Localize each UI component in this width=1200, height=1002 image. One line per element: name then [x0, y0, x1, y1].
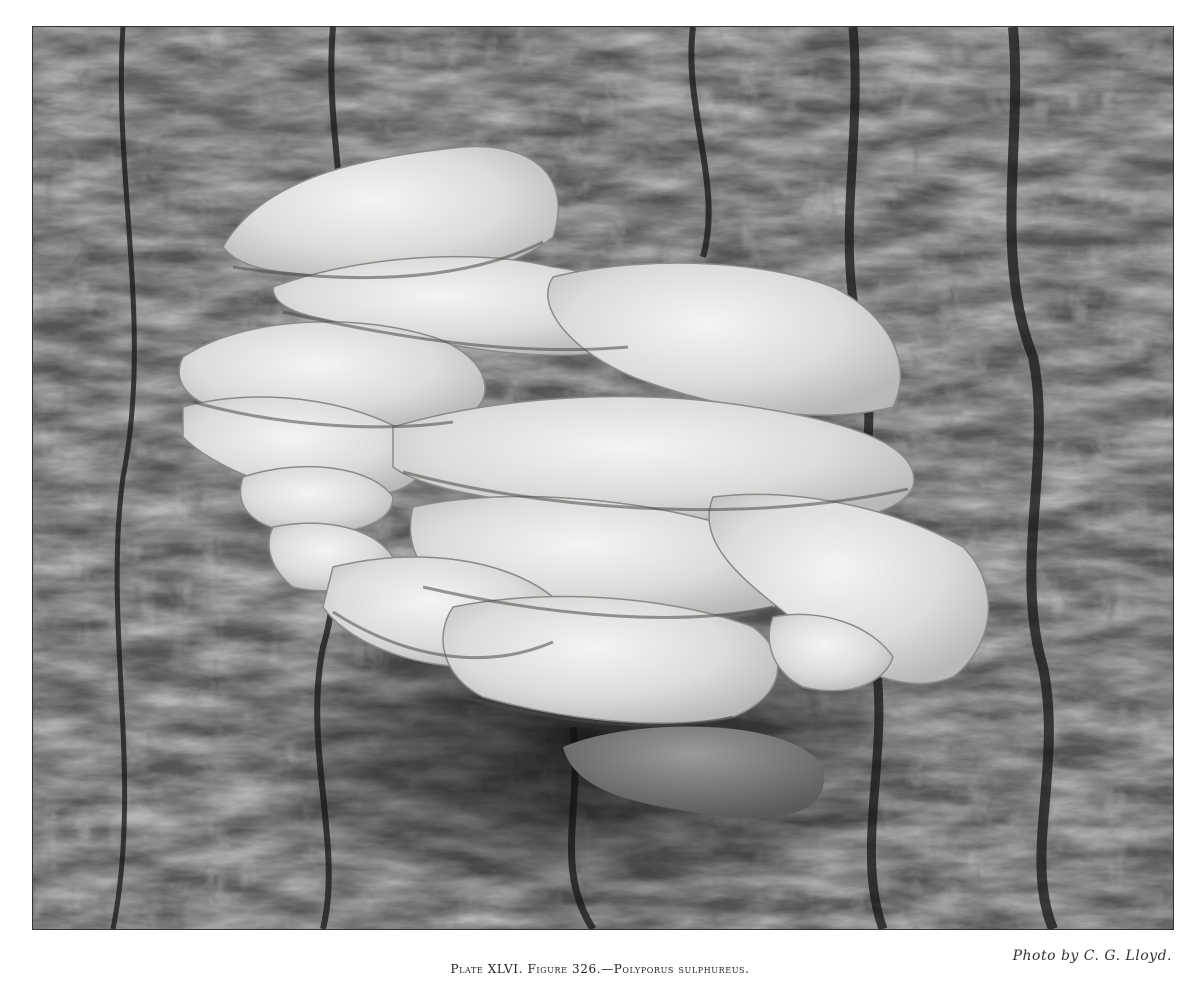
photo-illustration — [33, 27, 1173, 929]
plate-photograph — [32, 26, 1174, 930]
plate-caption: Plate XLVI. Figure 326.—Polyporus sulphureus. — [450, 962, 750, 976]
photo-credit: Photo by C. G. Lloyd. — [1012, 948, 1172, 964]
